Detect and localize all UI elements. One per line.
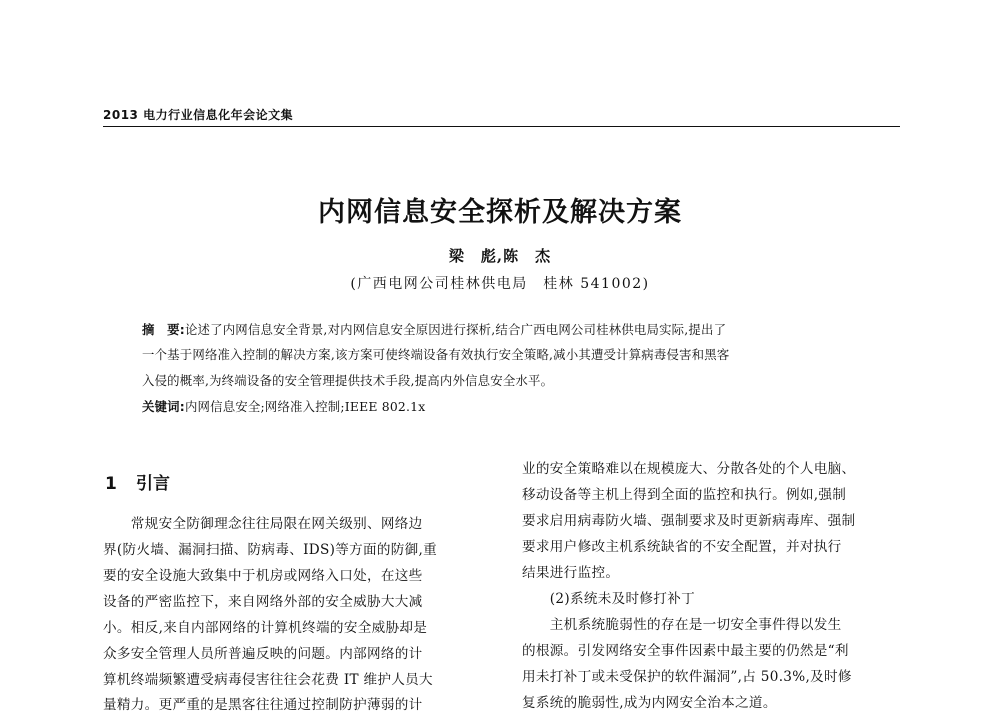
abstract-line-2: 一个基于网络准入控制的解决方案,该方案可使终端设备有效执行安全策略,减小其遭受计算病毒侵害和黑客	[142, 347, 730, 362]
right-column-line: 的根源。引发网络安全事件因素中最主要的仍然是“利	[522, 643, 849, 659]
right-column-line: 移动设备等主机上得到全面的监控和执行。例如,强制	[522, 487, 847, 503]
section-heading	[105, 469, 170, 494]
left-column-line: 算机终端频繁遭受病毒侵害往往会花费 IT 维护人员大	[103, 672, 433, 688]
keywords-line	[142, 397, 425, 415]
left-column-line: 众多安全管理人员所普遍反映的问题。内部网络的计	[103, 646, 423, 662]
header-rule	[103, 126, 900, 127]
right-column-line: (2)系统未及时修打补丁	[522, 591, 695, 607]
abstract-text-line: 论述了内网信息安全背景,对内网信息安全原因进行探析,结合广西电网公司桂林供电局实际,提出了	[184, 322, 727, 337]
section-title: 引言	[136, 474, 170, 494]
running-header: 2013 电力行业信息化年会论文集	[103, 108, 294, 122]
abstract-label: 摘 要:	[142, 322, 185, 337]
right-column-line: 要求启用病毒防火墙、强制要求及时更新病毒库、强制	[522, 513, 856, 529]
left-column-line: 设备的严密监控下，来自网络外部的安全威胁大大减	[103, 594, 423, 610]
keywords-text: 内网信息安全;网络准入控制;IEEE 802.1x	[184, 399, 426, 414]
left-column-line: 小。相反,来自内部网络的计算机终端的安全威胁却是	[103, 620, 428, 636]
abstract-line-1	[142, 320, 726, 338]
left-column-line: 常规安全防御理念往往局限在网关级别、网络边	[103, 516, 423, 532]
authors: 梁 彪,陈 杰	[448, 247, 552, 265]
right-column-line: 要求用户修改主机系统缺省的不安全配置，并对执行	[522, 539, 842, 555]
keywords-label: 关键词:	[142, 399, 185, 414]
right-column-line: 结果进行监控。	[522, 565, 620, 581]
paper-title: 内网信息安全探析及解决方案	[318, 197, 682, 228]
section-number: 1	[105, 474, 117, 494]
right-column-line: 复系统的脆弱性,成为内网安全治本之道。	[522, 695, 777, 711]
right-column-line: 用未打补丁或未受保护的软件漏洞”,占 50.3%,及时修	[522, 669, 852, 685]
affiliation: (广西电网公司桂林供电局 桂林 541002)	[350, 276, 650, 292]
right-column-line: 业的安全策略难以在规模庞大、分散各处的个人电脑、	[522, 461, 856, 477]
right-column-line: 主机系统脆弱性的存在是一切安全事件得以发生	[522, 617, 842, 633]
left-column-line: 要的安全设施大致集中于机房或网络入口处，在这些	[103, 568, 423, 584]
abstract-line-3: 入侵的概率,为终端设备的安全管理提供技术手段,提高内外信息安全水平。	[142, 373, 554, 388]
left-column-line: 量精力。更严重的是黑客往往通过控制防护薄弱的计	[103, 697, 423, 711]
left-column-line: 界(防火墙、漏洞扫描、防病毒、IDS)等方面的防御,重	[103, 542, 438, 558]
